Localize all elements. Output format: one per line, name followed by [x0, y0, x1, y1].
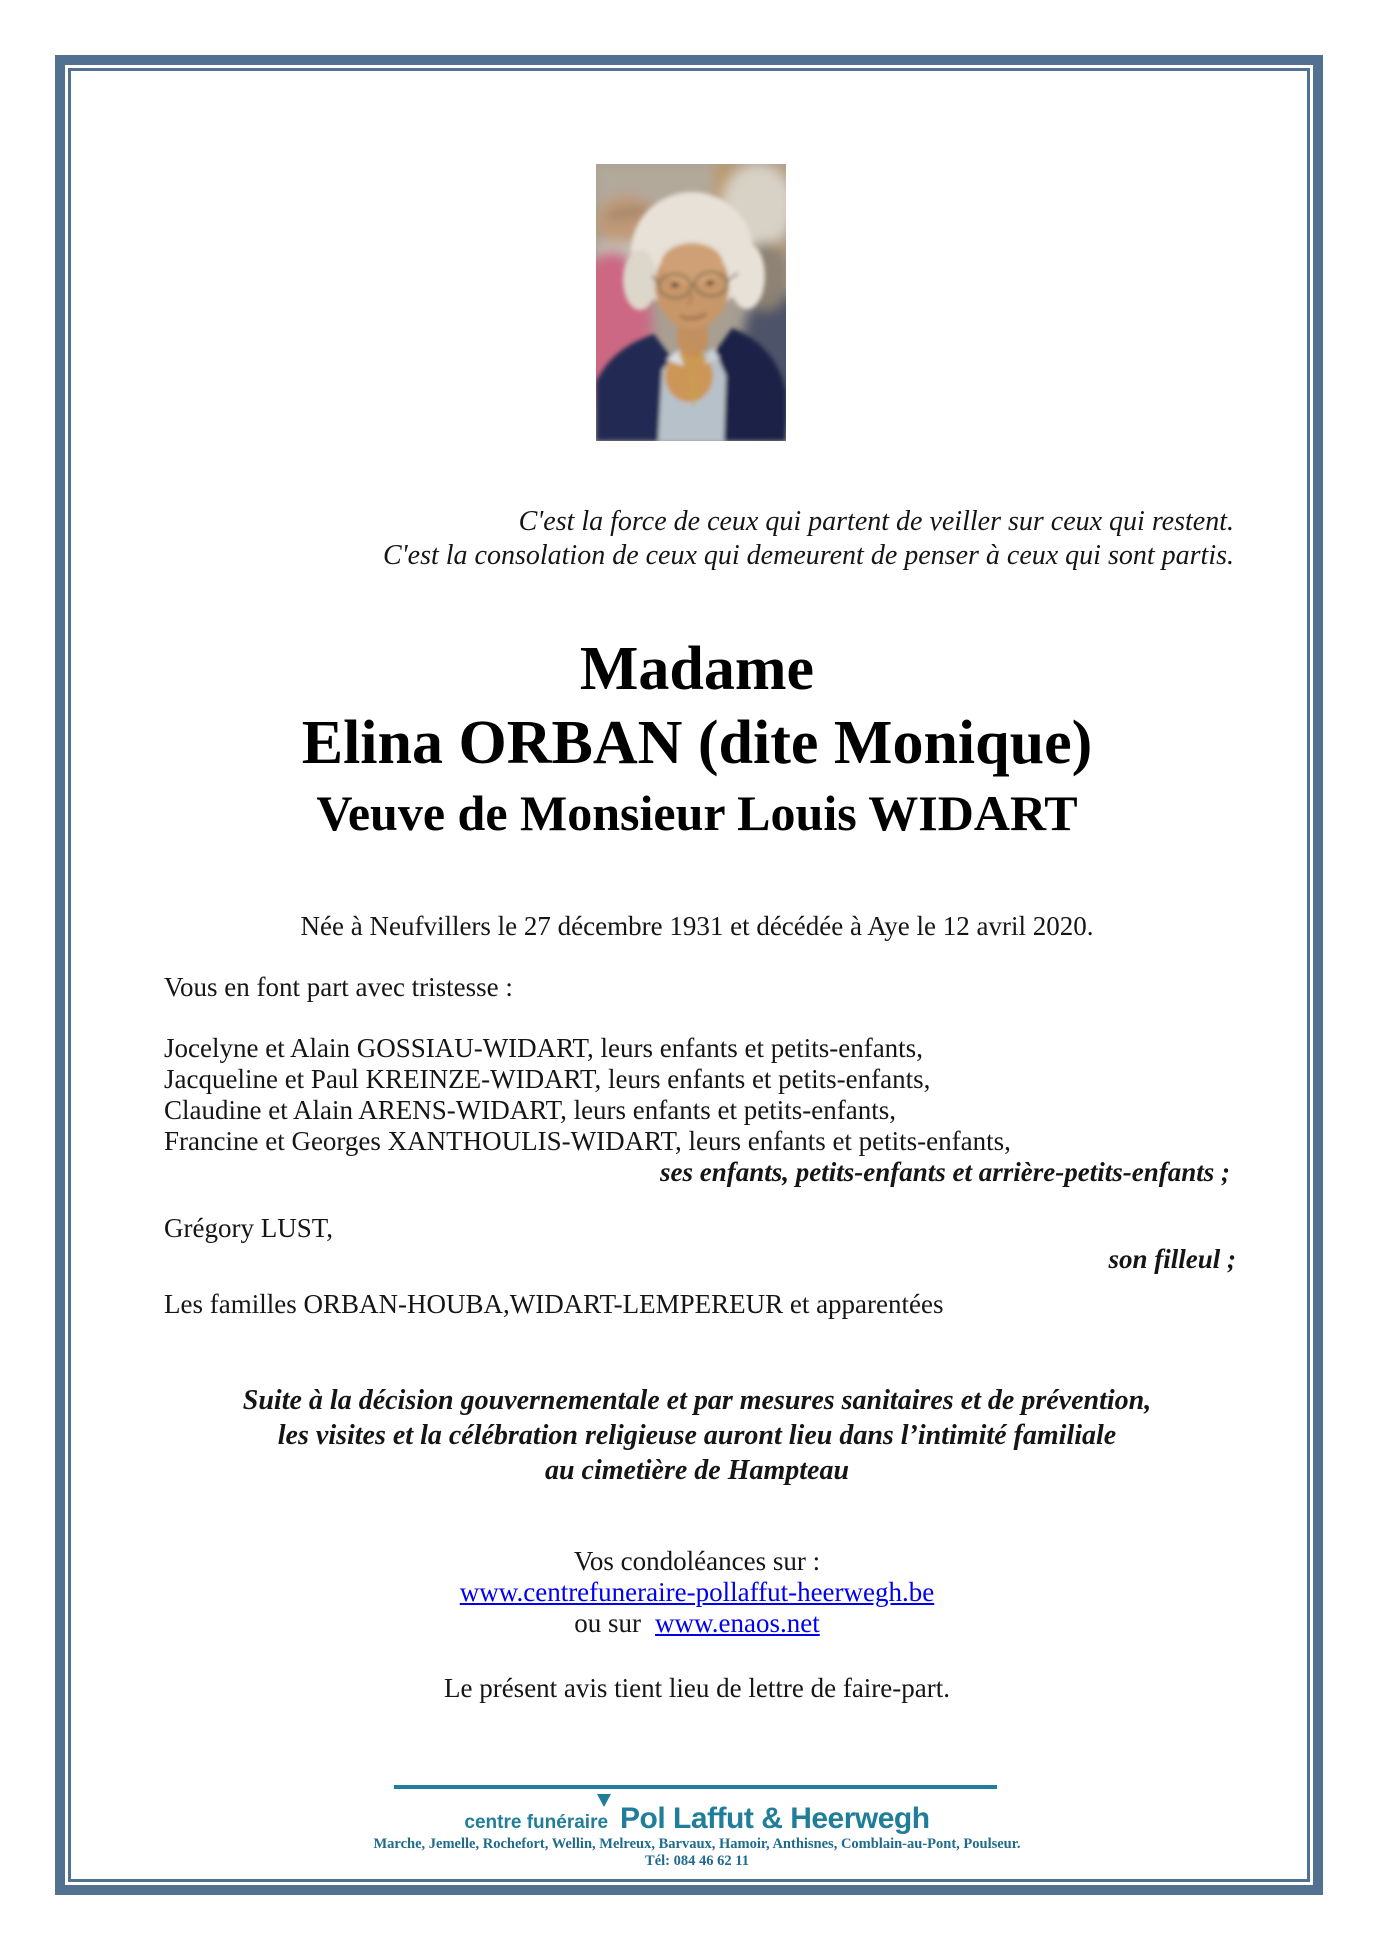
- footer-cities-line: Marche, Jemelle, Rochefort, Wellin, Melreux, Barvaux, Hamoir, Anthisnes, Comblain-au-Pont, Poulseur.: [373, 1836, 1021, 1852]
- deceased-photo: [596, 164, 786, 441]
- condolences-heading: Vos condoléances sur :: [573, 1546, 821, 1576]
- quote-line-1: C'est la force de ceux qui partent de veiller sur ceux qui restent.: [518, 506, 1234, 537]
- funeral-home-brand: [76, 1802, 1318, 1836]
- godson-role: son filleul ;: [1108, 1244, 1236, 1274]
- covid-notice-line-1: Suite à la décision gouvernementale et par mesures sanitaires et de prévention,: [242, 1385, 1152, 1416]
- deceased-widow-line: Veuve de Monsieur Louis WIDART: [316, 785, 1078, 841]
- covid-notice-line-3: au cimetière de Hampteau: [544, 1455, 850, 1486]
- life-dates-line: Née à Neufvillers le 27 décembre 1931 et décédée à Aye le 12 avril 2020.: [300, 911, 1094, 941]
- opening-quote: [200, 505, 1234, 573]
- announcement-intro: Vous en font part avec tristesse :: [164, 972, 513, 1002]
- family-line: Francine et Georges XANTHOULIS-WIDART, leurs enfants et petits-enfants,: [164, 1126, 1011, 1156]
- family-line: Jocelyne et Alain GOSSIAU-WIDART, leurs enfants et petits-enfants,: [164, 1033, 923, 1063]
- descendants-line: ses enfants, petits-enfants et arrière-petits-enfants ;: [660, 1157, 1230, 1187]
- godson-name: Grégory LUST,: [164, 1213, 333, 1243]
- footer-phone-line: Tél: 084 46 62 11: [645, 1853, 749, 1869]
- brand-name: Pol Laffut & Heerwegh: [620, 1802, 930, 1835]
- family-line: Claudine et Alain ARENS-WIDART, leurs enfants et petits-enfants,: [164, 1095, 896, 1125]
- deceased-title-block: [76, 632, 1318, 846]
- extended-families-line: Les familles ORBAN-HOUBA,WIDART-LEMPEREUR et apparentées: [164, 1289, 944, 1319]
- footer-divider-line: [394, 1785, 997, 1789]
- brand-prefix: centre funéraire: [464, 1812, 609, 1833]
- covid-notice: [76, 1383, 1318, 1488]
- closing-line: Le présent avis tient lieu de lettre de faire-part.: [443, 1673, 950, 1703]
- covid-notice-line-2: les visites et la célébration religieuse auront lieu dans l’intimité familiale: [277, 1420, 1117, 1451]
- condolence-secondary-prefix: ou sur: [574, 1608, 642, 1638]
- deceased-name: Elina ORBAN (dite Monique): [301, 709, 1093, 777]
- family-list: [164, 1033, 1230, 1188]
- portrait-illustration: [596, 164, 786, 441]
- family-line: Jacqueline et Paul KREINZE-WIDART, leurs enfants et petits-enfants,: [164, 1064, 931, 1094]
- deceased-honorific: Madame: [579, 635, 815, 703]
- condolence-link-enaos[interactable]: www.enaos.net: [655, 1608, 820, 1638]
- condolences-block: [76, 1546, 1318, 1639]
- condolence-link-primary[interactable]: www.centrefuneraire-pollaffut-heerwegh.be: [459, 1577, 935, 1607]
- quote-line-2: C'est la consolation de ceux qui demeurent de penser à ceux qui sont partis.: [382, 540, 1234, 571]
